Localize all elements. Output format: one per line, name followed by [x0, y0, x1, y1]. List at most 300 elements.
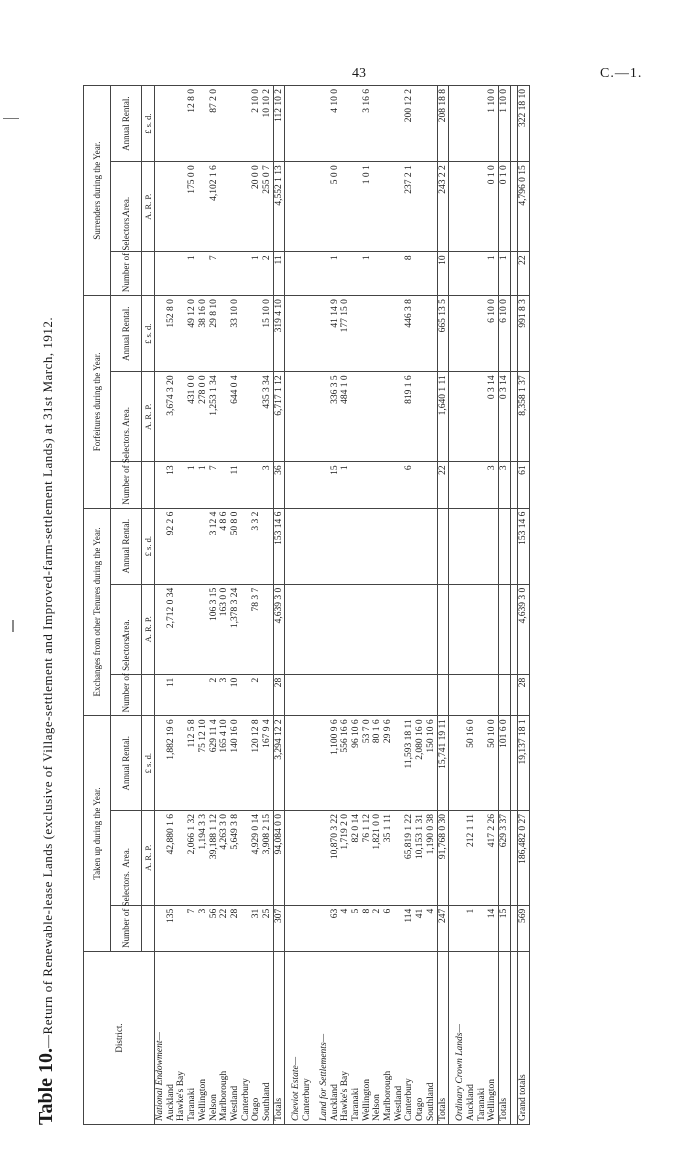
- value-cell: 2,712 0 34: [166, 584, 177, 674]
- empty-cell: [155, 462, 166, 508]
- value-cell: 11,593 18 11: [404, 716, 415, 811]
- value-cell: 63: [330, 905, 341, 951]
- value-cell: 4,552 1 13: [273, 162, 285, 252]
- value-cell: [340, 252, 351, 296]
- table-row: [230, 86, 241, 1125]
- value-cell: 13: [166, 462, 177, 508]
- value-cell: 20 0 0: [251, 162, 262, 252]
- value-cell: 167 9 4: [262, 716, 273, 811]
- value-cell: 1: [466, 905, 477, 951]
- table-row: [477, 86, 488, 1125]
- value-cell: 1,719 2 0: [340, 811, 351, 906]
- value-cell: 4,639 3 0: [273, 584, 285, 674]
- district-cell: Westland: [394, 951, 405, 1124]
- area-units: A. R. P.: [142, 811, 155, 906]
- annual-rental-header: Annual Rental.: [111, 716, 142, 811]
- value-cell: [477, 674, 488, 716]
- value-cell: [426, 508, 437, 584]
- value-cell: [187, 584, 198, 674]
- value-cell: 4,929 0 14: [251, 811, 262, 906]
- value-cell: [372, 86, 383, 162]
- value-cell: 2: [372, 905, 383, 951]
- spacer-cell: [510, 86, 517, 162]
- empty-cell: [291, 162, 302, 252]
- value-cell: [404, 584, 415, 674]
- value-cell: [351, 296, 362, 372]
- value-cell: [176, 252, 187, 296]
- value-cell: [437, 674, 449, 716]
- value-cell: 4: [340, 905, 351, 951]
- district-cell: Taranaki: [477, 951, 488, 1124]
- table-row: [351, 86, 362, 1125]
- value-cell: 2: [251, 674, 262, 716]
- district-cell: Otago: [251, 951, 262, 1124]
- value-cell: [251, 296, 262, 372]
- value-cell: [241, 905, 252, 951]
- value-cell: 629 11 4: [209, 716, 220, 811]
- value-cell: 15 10 0: [262, 296, 273, 372]
- value-cell: 3,674 3 20: [166, 372, 177, 462]
- table-row: [372, 86, 383, 1125]
- value-cell: 56: [209, 905, 220, 951]
- value-cell: 307: [273, 905, 285, 951]
- value-cell: [372, 674, 383, 716]
- value-cell: 4 8 6: [219, 508, 230, 584]
- value-cell: [394, 252, 405, 296]
- value-cell: 101 6 0: [499, 716, 511, 811]
- value-cell: [340, 162, 351, 252]
- value-cell: [466, 508, 477, 584]
- value-cell: [437, 584, 449, 674]
- value-cell: [394, 462, 405, 508]
- value-cell: [219, 252, 230, 296]
- value-cell: 255 0 7: [262, 162, 273, 252]
- value-cell: [198, 674, 209, 716]
- value-cell: [477, 252, 488, 296]
- value-cell: [383, 462, 394, 508]
- renewable-lease-table: [83, 85, 530, 1125]
- empty-cell: [291, 462, 302, 508]
- value-cell: [394, 296, 405, 372]
- empty-cell: [319, 162, 330, 252]
- value-cell: [176, 811, 187, 906]
- value-cell: 1,821 0 0: [372, 811, 383, 906]
- value-cell: 78 3 7: [251, 584, 262, 674]
- value-cell: [230, 162, 241, 252]
- empty-cell: [291, 252, 302, 296]
- value-cell: [198, 162, 209, 252]
- value-cell: [241, 674, 252, 716]
- value-cell: [487, 674, 498, 716]
- value-cell: [176, 508, 187, 584]
- value-cell: [466, 86, 477, 162]
- table-row: [198, 86, 209, 1125]
- value-cell: [241, 252, 252, 296]
- value-cell: [499, 508, 511, 584]
- value-cell: [383, 372, 394, 462]
- rotated-table-block: [35, 85, 655, 1125]
- unit-cell: [142, 674, 155, 716]
- value-cell: [383, 252, 394, 296]
- value-cell: 4,796 0 15: [517, 162, 529, 252]
- empty-cell: [155, 811, 166, 906]
- table-row: [426, 86, 437, 1125]
- value-cell: [351, 162, 362, 252]
- value-cell: 22: [437, 462, 449, 508]
- value-cell: 150 10 6: [426, 716, 437, 811]
- table-row: [262, 86, 273, 1125]
- empty-cell: [319, 584, 330, 674]
- district-cell: Auckland: [166, 951, 177, 1124]
- value-cell: [477, 811, 488, 906]
- value-cell: [404, 508, 415, 584]
- value-cell: [340, 86, 351, 162]
- table-title: [35, 85, 75, 1125]
- spacer-row: [510, 86, 517, 1125]
- value-cell: 186,482 0 27: [517, 811, 529, 906]
- value-cell: 2,080 16 0: [415, 716, 426, 811]
- value-cell: [219, 162, 230, 252]
- table-row: [383, 86, 394, 1125]
- value-cell: 1: [330, 252, 341, 296]
- value-cell: 6 10 0: [487, 296, 498, 372]
- value-cell: [394, 905, 405, 951]
- value-cell: [372, 508, 383, 584]
- value-cell: [372, 162, 383, 252]
- section-heading-row: [455, 86, 466, 1125]
- value-cell: 96 10 6: [351, 716, 362, 811]
- value-cell: [426, 86, 437, 162]
- value-cell: [241, 811, 252, 906]
- spacer-cell: [510, 674, 517, 716]
- value-cell: 1,100 9 6: [330, 716, 341, 811]
- empty-cell: [155, 905, 166, 951]
- value-cell: 38 16 0: [198, 296, 209, 372]
- empty-cell: [455, 252, 466, 296]
- value-cell: [176, 296, 187, 372]
- empty-cell: [155, 584, 166, 674]
- value-cell: 644 0 4: [230, 372, 241, 462]
- value-cell: 50 10 0: [487, 716, 498, 811]
- table-row: [415, 86, 426, 1125]
- value-cell: [477, 508, 488, 584]
- value-cell: 41 14 9: [330, 296, 341, 372]
- district-cell: Hawke's Bay: [340, 951, 351, 1124]
- spacer-cell: [510, 716, 517, 811]
- number-of-selectors-header: Number of Selectors.: [111, 905, 142, 951]
- district-cell: Canterbury: [241, 951, 252, 1124]
- value-cell: 1: [187, 252, 198, 296]
- value-cell: [241, 86, 252, 162]
- value-cell: 10,153 1 31: [415, 811, 426, 906]
- empty-cell: [455, 296, 466, 372]
- value-cell: [302, 584, 313, 674]
- value-cell: [219, 296, 230, 372]
- value-cell: [487, 508, 498, 584]
- value-cell: 2,066 1 32: [187, 811, 198, 906]
- value-cell: [198, 508, 209, 584]
- value-cell: [262, 674, 273, 716]
- value-cell: 237 2 1: [404, 162, 415, 252]
- spacer-cell: [510, 905, 517, 951]
- value-cell: 31: [251, 905, 262, 951]
- value-cell: 1,378 3 24: [230, 584, 241, 674]
- value-cell: [477, 162, 488, 252]
- spacer-cell: [510, 584, 517, 674]
- value-cell: 6 10 0: [499, 296, 511, 372]
- value-cell: [394, 86, 405, 162]
- value-cell: [415, 674, 426, 716]
- spacer-cell: [510, 462, 517, 508]
- spacer-cell: [510, 252, 517, 296]
- district-cell: Wellington: [198, 951, 209, 1124]
- empty-cell: [455, 716, 466, 811]
- value-cell: [340, 508, 351, 584]
- value-cell: [351, 462, 362, 508]
- totals-row: [437, 86, 449, 1125]
- value-cell: 4 10 0: [330, 86, 341, 162]
- value-cell: [362, 584, 373, 674]
- value-cell: 28: [273, 674, 285, 716]
- table-row: [394, 86, 405, 1125]
- value-cell: [383, 584, 394, 674]
- value-cell: 29 9 6: [383, 716, 394, 811]
- section-heading: Land for Settlements—: [319, 951, 330, 1124]
- group-header-exchanges: Exchanges from other Tenures during the Year.: [84, 508, 111, 716]
- district-cell: Westland: [230, 951, 241, 1124]
- value-cell: 140 16 0: [230, 716, 241, 811]
- value-cell: 3: [198, 905, 209, 951]
- value-cell: 177 15 0: [340, 296, 351, 372]
- district-cell: Marlborough: [383, 951, 394, 1124]
- margin-mark: [3, 118, 19, 119]
- value-cell: 3,908 2 15: [262, 811, 273, 906]
- value-cell: 1: [499, 252, 511, 296]
- empty-cell: [155, 86, 166, 162]
- district-cell: Nelson: [209, 951, 220, 1124]
- value-cell: [394, 674, 405, 716]
- value-cell: 1,190 0 38: [426, 811, 437, 906]
- area-header: Area.: [111, 162, 142, 252]
- table-row: [487, 86, 498, 1125]
- value-cell: [383, 86, 394, 162]
- value-cell: [372, 584, 383, 674]
- area-header: Area.: [111, 584, 142, 674]
- value-cell: 5,649 3 8: [230, 811, 241, 906]
- value-cell: [351, 252, 362, 296]
- value-cell: 175 0 0: [187, 162, 198, 252]
- empty-cell: [291, 905, 302, 951]
- empty-cell: [155, 252, 166, 296]
- value-cell: [383, 674, 394, 716]
- empty-cell: [155, 372, 166, 462]
- value-cell: 1: [340, 462, 351, 508]
- table-body: [155, 86, 530, 1125]
- value-cell: [394, 716, 405, 811]
- value-cell: 3 12 4: [209, 508, 220, 584]
- value-cell: 152 8 0: [166, 296, 177, 372]
- margin-mark: [12, 620, 14, 632]
- empty-cell: [291, 508, 302, 584]
- value-cell: [219, 462, 230, 508]
- value-cell: [415, 296, 426, 372]
- value-cell: 42,880 1 6: [166, 811, 177, 906]
- table-title-text: —Return of Renewable-lease Lands (exclusive of Village-settlement and Improved-farm-settlement Lands) at 31st March, 1912.: [40, 316, 55, 1048]
- value-cell: [251, 462, 262, 508]
- district-cell: Marlborough: [219, 951, 230, 1124]
- value-cell: 665 13 5: [437, 296, 449, 372]
- value-cell: [362, 296, 373, 372]
- value-cell: 278 0 0: [198, 372, 209, 462]
- number-of-selectors-header: Number of Selectors.: [111, 252, 142, 296]
- group-header-surrenders: Surrenders during the Year.: [84, 86, 111, 296]
- value-cell: [499, 584, 511, 674]
- value-cell: 39,188 1 12: [209, 811, 220, 906]
- empty-cell: [319, 905, 330, 951]
- rental-units: £ s. d.: [142, 716, 155, 811]
- value-cell: 36: [273, 462, 285, 508]
- value-cell: 3: [219, 674, 230, 716]
- value-cell: 82 0 14: [351, 811, 362, 906]
- value-cell: 28: [517, 674, 529, 716]
- table-row: [466, 86, 477, 1125]
- spacer-cell: [510, 162, 517, 252]
- value-cell: 0 3 14: [499, 372, 511, 462]
- value-cell: [330, 508, 341, 584]
- section-heading: National Endowment—: [155, 951, 166, 1124]
- value-cell: 4,102 1 6: [209, 162, 220, 252]
- section-heading-row: [155, 86, 166, 1125]
- district-cell: Wellington: [487, 951, 498, 1124]
- table-row: [187, 86, 198, 1125]
- value-cell: [166, 86, 177, 162]
- value-cell: [372, 296, 383, 372]
- value-cell: [176, 674, 187, 716]
- unit-cell: [142, 462, 155, 508]
- empty-cell: [455, 372, 466, 462]
- value-cell: 94,084 0 0: [273, 811, 285, 906]
- value-cell: 435 3 34: [262, 372, 273, 462]
- section-heading-row: [319, 86, 330, 1125]
- annual-rental-header: Annual Rental.: [111, 86, 142, 162]
- table-row: [219, 86, 230, 1125]
- value-cell: 5: [351, 905, 362, 951]
- value-cell: [372, 372, 383, 462]
- table-row: [209, 86, 220, 1125]
- value-cell: [426, 372, 437, 462]
- value-cell: [351, 372, 362, 462]
- empty-cell: [319, 508, 330, 584]
- value-cell: [477, 584, 488, 674]
- value-cell: 3: [487, 462, 498, 508]
- table-row: [176, 86, 187, 1125]
- value-cell: 1: [362, 252, 373, 296]
- value-cell: 1,194 3 3: [198, 811, 209, 906]
- value-cell: 10,870 3 22: [330, 811, 341, 906]
- value-cell: 25: [262, 905, 273, 951]
- value-cell: 75 12 10: [198, 716, 209, 811]
- value-cell: 50 16 0: [466, 716, 477, 811]
- value-cell: 0 3 14: [487, 372, 498, 462]
- value-cell: 11: [230, 462, 241, 508]
- empty-cell: [455, 584, 466, 674]
- value-cell: [426, 674, 437, 716]
- value-cell: 1,640 1 11: [437, 372, 449, 462]
- empty-cell: [291, 716, 302, 811]
- empty-cell: [319, 296, 330, 372]
- value-cell: 1,253 1 34: [209, 372, 220, 462]
- value-cell: 135: [166, 905, 177, 951]
- empty-cell: [291, 86, 302, 162]
- value-cell: 12 8 0: [187, 86, 198, 162]
- value-cell: 6: [383, 905, 394, 951]
- value-cell: 3 16 6: [362, 86, 373, 162]
- value-cell: [415, 86, 426, 162]
- district-cell: Otago: [415, 951, 426, 1124]
- value-cell: 29 8 10: [209, 296, 220, 372]
- value-cell: [241, 162, 252, 252]
- district-cell: Southland: [262, 951, 273, 1124]
- spacer-cell: [510, 508, 517, 584]
- area-header: Area.: [111, 811, 142, 906]
- value-cell: 4: [426, 905, 437, 951]
- empty-cell: [319, 811, 330, 906]
- value-cell: [176, 905, 187, 951]
- value-cell: 3: [262, 462, 273, 508]
- value-cell: [477, 462, 488, 508]
- value-cell: 322 18 10: [517, 86, 529, 162]
- empty-cell: [291, 372, 302, 462]
- value-cell: 120 12 8: [251, 716, 262, 811]
- value-cell: [330, 584, 341, 674]
- value-cell: [166, 162, 177, 252]
- value-cell: 87 2 0: [209, 86, 220, 162]
- value-cell: [241, 508, 252, 584]
- value-cell: 11: [166, 674, 177, 716]
- value-cell: [362, 674, 373, 716]
- value-cell: [394, 508, 405, 584]
- value-cell: [415, 162, 426, 252]
- unit-cell: [142, 252, 155, 296]
- value-cell: [415, 252, 426, 296]
- value-cell: 28: [230, 905, 241, 951]
- value-cell: [426, 296, 437, 372]
- value-cell: 5 0 0: [330, 162, 341, 252]
- empty-cell: [291, 296, 302, 372]
- value-cell: 112 10 2: [273, 86, 285, 162]
- value-cell: [394, 372, 405, 462]
- value-cell: 819 1 6: [404, 372, 415, 462]
- table-row: [340, 86, 351, 1125]
- value-cell: [351, 508, 362, 584]
- value-cell: 0 1 0: [499, 162, 511, 252]
- value-cell: [351, 674, 362, 716]
- number-of-selectors-header: Number of Selectors.: [111, 462, 142, 508]
- value-cell: 61: [517, 462, 529, 508]
- section-heading: Cheviot Estate—: [291, 951, 302, 1124]
- value-cell: [241, 372, 252, 462]
- value-cell: [176, 584, 187, 674]
- value-cell: [415, 462, 426, 508]
- group-header-taken-up: Taken up during the Year.: [84, 716, 111, 952]
- value-cell: 212 1 11: [466, 811, 477, 906]
- value-cell: [404, 674, 415, 716]
- value-cell: [219, 86, 230, 162]
- value-cell: [351, 86, 362, 162]
- value-cell: 1: [187, 462, 198, 508]
- value-cell: 336 3 5: [330, 372, 341, 462]
- value-cell: 106 3 15: [209, 584, 220, 674]
